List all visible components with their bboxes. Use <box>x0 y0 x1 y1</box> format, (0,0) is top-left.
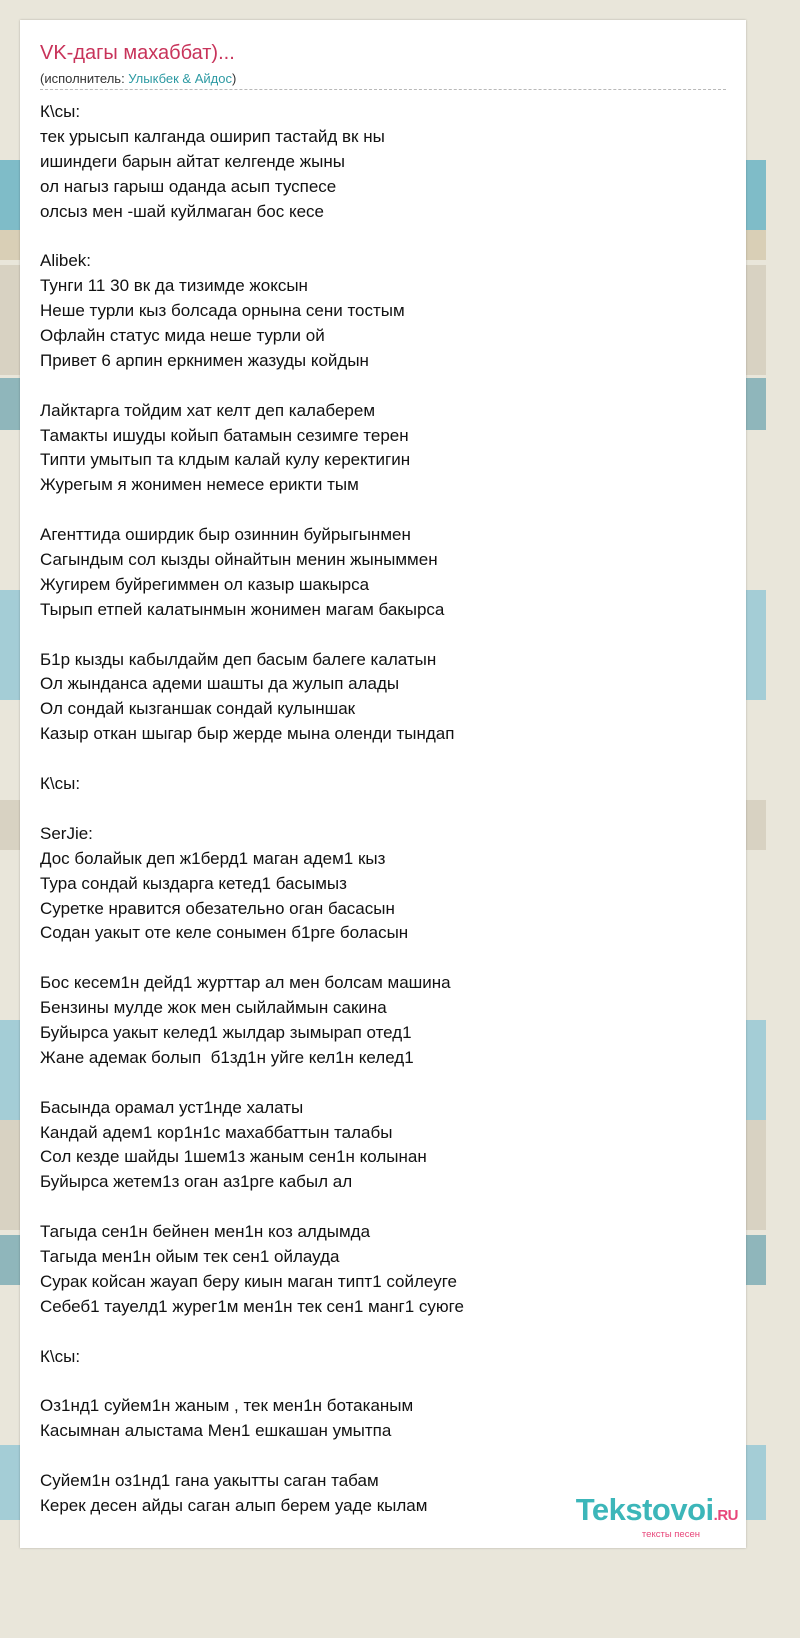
lyric-line: Тамакты ишуды койып батамын сезимге терен <box>40 425 409 445</box>
lyric-line: Лайктарга тойдим хат келт деп калаберем <box>40 400 376 420</box>
lyric-line: Тырып етпей калатынмын жонимен магам бакырса <box>40 599 445 619</box>
title-divider <box>40 89 726 90</box>
lyric-line: Казыр откан шыгар быр жерде мына оленди тындап <box>40 724 455 744</box>
lyric-line: Офлайн статус мида неше турли ой <box>40 326 325 346</box>
lyric-line <box>40 1320 730 1345</box>
lyric-line: Привет 6 арпин еркнимен жазуды койдын <box>40 350 369 370</box>
lyric-line: Alibek: <box>40 251 92 271</box>
lyric-line <box>40 1369 730 1394</box>
lyric-line: Буйырса жетем1з оган аз1рге кабыл ал <box>40 1172 353 1192</box>
lyric-line: Журегым я жонимен немесе ерикти тым <box>40 475 359 495</box>
lyric-line: ол нагыз гарыш оданда асып туспесе <box>40 176 337 196</box>
lyric-line: Суйем1н оз1нд1 гана уакытты саган табам <box>40 1470 379 1490</box>
lyric-line: Оз1нд1 суйем1н жаным , тек мен1н ботаканым <box>40 1396 414 1416</box>
song-title: VK-дагы махаббат)... <box>40 42 235 64</box>
lyric-line <box>40 224 730 249</box>
lyric-line: Бензины мулде жок мен сыйлаймын сакина <box>40 998 387 1018</box>
lyric-line: Кандай адем1 кор1н1с махаббаттын талабы <box>40 1122 393 1142</box>
lyric-line: Ол жынданса адеми шашты да жулып алады <box>40 674 400 694</box>
lyric-line: Буйырса уакыт келед1 жылдар зымырап отед1 <box>40 1022 412 1042</box>
lyric-line: Жане адемак болып б1зд1н уйге кел1н келед1 <box>40 1047 414 1067</box>
lyric-line: К\сы: <box>40 102 81 121</box>
lyric-line <box>40 747 730 772</box>
lyric-line: Тагыда сен1н бейнен мен1н коз алдымда <box>40 1222 371 1242</box>
tekstovoi-logo[interactable] <box>576 1494 738 1540</box>
performer-link[interactable]: Улыкбек & Айдос <box>128 71 232 86</box>
lyric-line: ишиндеги барын айтат келгенде жыны <box>40 151 345 171</box>
lyric-line: Тура сондай кыздарга кетед1 басымыз <box>40 873 347 893</box>
logo-name: Tekstovoi <box>575 1492 714 1527</box>
logo-tld: .RU <box>713 1507 738 1524</box>
lyric-line: Типти умытып та клдым калай кулу керектигин <box>40 450 411 470</box>
lyric-line: Сагындым сол кызды ойнайтын менин жыныммен <box>40 550 438 570</box>
lyric-line: Сурак койсан жауап беру киын маган типт1 сойлеуге <box>40 1271 457 1291</box>
lyric-line: Жугирем буйрегиммен ол казыр шакырса <box>40 574 370 594</box>
lyric-line: олсыз мен -шай куйлмаган бос кесе <box>40 201 324 221</box>
lyric-line: тек урысып калганда оширип тастайд вк ны <box>40 126 385 146</box>
lyric-line: Тагыда мен1н ойым тек сен1 ойлауда <box>40 1246 340 1266</box>
lyric-line: Сол кезде шайды 1шем1з жаным сен1н колынан <box>40 1147 427 1167</box>
lyric-line: Неше турли кыз болсада орнына сени тостым <box>40 301 405 321</box>
lyric-line: Агенттида оширдик быр озиннин буйрыгынмен <box>40 525 411 545</box>
lyric-line <box>40 1071 730 1096</box>
lyric-line <box>40 946 730 971</box>
lyric-line: Керек десен айды саган алып берем уаде кылам <box>40 1495 428 1515</box>
lyric-line <box>40 1195 730 1220</box>
lyric-line: Бос кесем1н дейд1 журттар ал мен болсам машина <box>40 973 451 993</box>
performer-prefix: (исполнитель: <box>40 71 129 86</box>
lyric-line: Тунги 11 30 вк да тизимде жоксын <box>40 276 308 296</box>
lyric-line: Суретке нравится обезательно оган басасын <box>40 898 395 918</box>
lyrics-text <box>40 100 730 1519</box>
lyric-line: Ол сондай кызганшак сондай кулыншак <box>40 699 356 719</box>
lyric-line: К\сы: <box>40 1346 81 1366</box>
lyric-line <box>40 797 730 822</box>
lyric-line <box>40 498 730 523</box>
performer-line <box>40 71 236 86</box>
lyrics-card <box>20 20 746 1548</box>
lyric-line <box>40 374 730 399</box>
lyric-line: SerJie: <box>40 823 93 843</box>
lyric-line: Басында орамал уст1нде халаты <box>40 1097 304 1117</box>
lyric-line: Б1р кызды кабылдайм деп басым балеге калатын <box>40 649 437 669</box>
lyric-line: К\сы: <box>40 774 81 794</box>
performer-suffix: ) <box>231 71 237 86</box>
lyric-line: Касымнан алыстама Мен1 ешкашан умытпа <box>40 1421 392 1441</box>
lyric-line: Содан уакыт оте келе сонымен б1рге боласын <box>40 923 409 943</box>
logo-tagline: тексты песен <box>641 1529 700 1540</box>
lyric-line: Дос болайык деп ж1берд1 маган адем1 кыз <box>40 848 386 868</box>
lyric-line <box>40 1444 730 1469</box>
lyric-line: Себеб1 тауелд1 журег1м мен1н тек сен1 манг1 суюге <box>40 1296 464 1316</box>
lyric-line <box>40 623 730 648</box>
